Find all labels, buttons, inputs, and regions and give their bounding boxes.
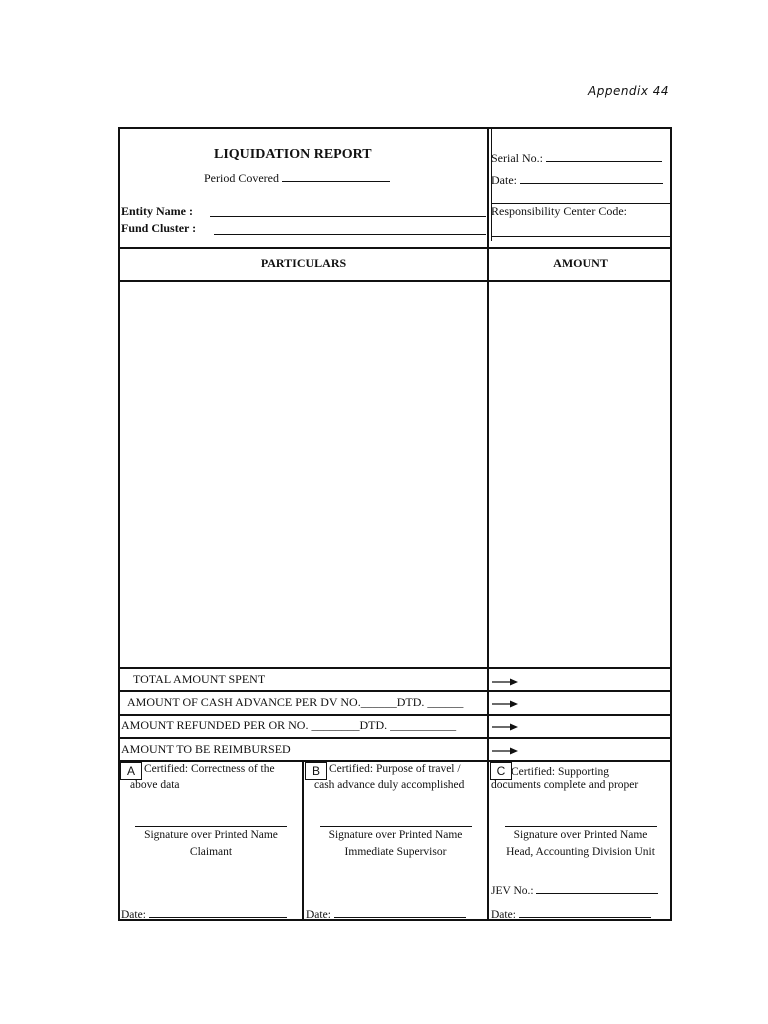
cert-c-date-field[interactable] bbox=[519, 906, 651, 918]
amount-area[interactable] bbox=[489, 282, 672, 667]
amount-reimbursed-label: AMOUNT TO BE REIMBURSED bbox=[121, 742, 291, 756]
arrow-right-icon bbox=[492, 699, 518, 709]
cert-c-line1: Certified: Supporting bbox=[511, 766, 610, 778]
jev-no-field[interactable] bbox=[536, 882, 658, 894]
totals-top bbox=[118, 667, 672, 669]
cert-b-line2: cash advance duly accomplished bbox=[314, 779, 465, 791]
arrow-right-icon bbox=[492, 746, 518, 756]
totals-row-3 bbox=[118, 714, 672, 716]
certifications-top bbox=[118, 760, 672, 762]
appendix-label: Appendix 44 bbox=[588, 84, 670, 98]
cert-a-line2: above data bbox=[130, 779, 180, 791]
serial-no-label: Serial No.: bbox=[491, 151, 543, 165]
amount-refunded-label: AMOUNT REFUNDED PER OR NO. ________DTD. ___________ bbox=[121, 718, 457, 732]
jev-no bbox=[491, 882, 658, 897]
cert-c-letter-box: C bbox=[490, 762, 512, 780]
arrow-right-icon bbox=[492, 722, 518, 732]
total-amount-spent-label: TOTAL AMOUNT SPENT bbox=[133, 672, 266, 686]
responsibility-center-field[interactable] bbox=[492, 225, 670, 237]
cert-a-date-field[interactable] bbox=[149, 906, 287, 918]
cert-a-signature-line[interactable] bbox=[135, 826, 287, 827]
jev-no-label: JEV No.: bbox=[491, 885, 534, 897]
cert-c-date-label: Date: bbox=[491, 909, 516, 921]
cert-b-date-label: Date: bbox=[306, 909, 331, 921]
header-date-label: Date: bbox=[491, 173, 517, 187]
totals-row-2 bbox=[118, 690, 672, 692]
header-date-field[interactable] bbox=[520, 172, 663, 184]
cert-b-role: Immediate Supervisor bbox=[344, 846, 447, 858]
period-covered bbox=[204, 170, 390, 186]
entity-name-label: Entity Name : bbox=[121, 204, 193, 218]
header-divider bbox=[487, 127, 489, 241]
arrow-right-icon bbox=[492, 677, 518, 687]
columns-header-top bbox=[118, 247, 672, 249]
serial-no-field[interactable] bbox=[546, 150, 662, 162]
responsibility-center-label: Responsibility Center Code: bbox=[491, 204, 627, 218]
cert-a-letter-box: A bbox=[120, 762, 142, 780]
fund-cluster-label: Fund Cluster : bbox=[121, 221, 197, 235]
cert-b-letter-box: B bbox=[305, 762, 327, 780]
cert-b-date bbox=[306, 906, 466, 921]
cert-c-role: Head, Accounting Division Unit bbox=[506, 846, 655, 858]
particulars-area[interactable] bbox=[120, 282, 487, 667]
cert-b-signature-line[interactable] bbox=[320, 826, 472, 827]
cert-c-line2: documents complete and proper bbox=[491, 779, 639, 791]
form-title: LIQUIDATION REPORT bbox=[214, 147, 372, 162]
cash-advance-label: AMOUNT OF CASH ADVANCE PER DV NO.______DTD. ______ bbox=[127, 695, 464, 709]
cert-a-role: Claimant bbox=[189, 846, 233, 858]
header-date bbox=[491, 172, 663, 188]
particulars-header: PARTICULARS bbox=[260, 256, 347, 270]
cert-c-signature-line[interactable] bbox=[505, 826, 657, 827]
cert-a-signature-label: Signature over Printed Name bbox=[144, 829, 278, 841]
cert-c-signature-label: Signature over Printed Name bbox=[513, 829, 648, 841]
period-covered-label: Period Covered bbox=[204, 171, 279, 185]
serial-no bbox=[491, 150, 662, 166]
cert-a-date bbox=[121, 906, 287, 921]
entity-name-field[interactable] bbox=[210, 205, 486, 217]
cert-b-date-field[interactable] bbox=[334, 906, 466, 918]
fund-cluster-field[interactable] bbox=[214, 223, 486, 235]
amount-header: AMOUNT bbox=[553, 256, 608, 270]
cert-a-line1: Certified: Correctness of the bbox=[144, 763, 275, 775]
cert-c-date bbox=[491, 906, 651, 921]
cert-a-date-label: Date: bbox=[121, 909, 146, 921]
cert-b-line1: Certified: Purpose of travel / bbox=[329, 763, 461, 775]
cert-b-signature-label: Signature over Printed Name bbox=[328, 829, 463, 841]
period-covered-field[interactable] bbox=[282, 170, 390, 182]
totals-row-4 bbox=[118, 737, 672, 739]
